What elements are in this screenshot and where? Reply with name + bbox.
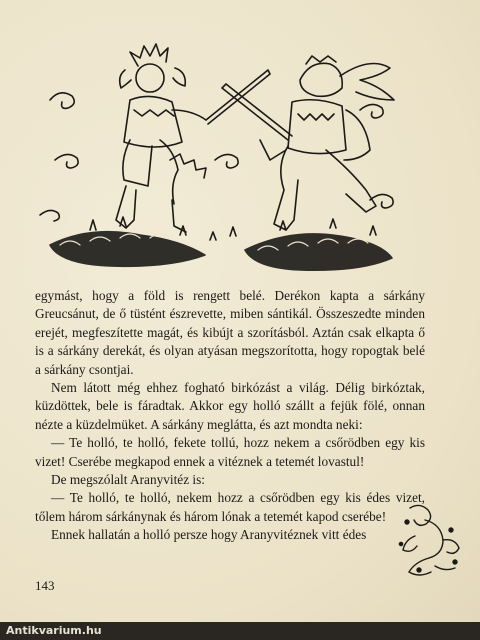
watermark-bar [0, 622, 480, 640]
duel-illustration [30, 40, 410, 280]
paragraph: Ennek hallatán a holló persze hogy Aranyvitéznek vitt édes [51, 527, 367, 543]
paragraph: — Te holló, te holló, nekem hozz a csőrödben egy kis édes vizet, tőlem három sárkánynak és három lónak a tetemét kapod cserébe! [35, 490, 425, 524]
paragraph: — Te holló, te holló, fekete tollú, hozz nekem a csőrödben egy kis vizet! Cserébe megkapod ennek a vitéznek a tetemét lovastul! [35, 435, 425, 469]
paragraph: Nem látott még ehhez fogható birkózást a világ. Délig birkóztak, küzdöttek, bele is fáradtak. Akkor egy holló szállt a fejük fölé, onnan nézte a küzdelmüket. A sárkány meglátta, és azt mondta neki: [35, 380, 425, 432]
paragraph: De megszólalt Aranyvitéz is: [51, 472, 205, 488]
watermark-text: Antikvarium.hu [6, 624, 102, 637]
story-text [35, 287, 425, 545]
paragraph: egymást, hogy a föld is rengett belé. Derékon kapta a sárkány Greucsánut, de ő tüstént észrevette, miben sántikál. Összeszedte minden erejét, megfeszítette magát, és kibújt a szorításból. Aztán csak elkapta ő is a sárkány derekát, és olyan atyásan megszorította, hogy ropogtak belé a sárkány csontjai. [35, 288, 425, 377]
page-number: 143 [35, 578, 55, 593]
floral-ornament [395, 500, 465, 580]
